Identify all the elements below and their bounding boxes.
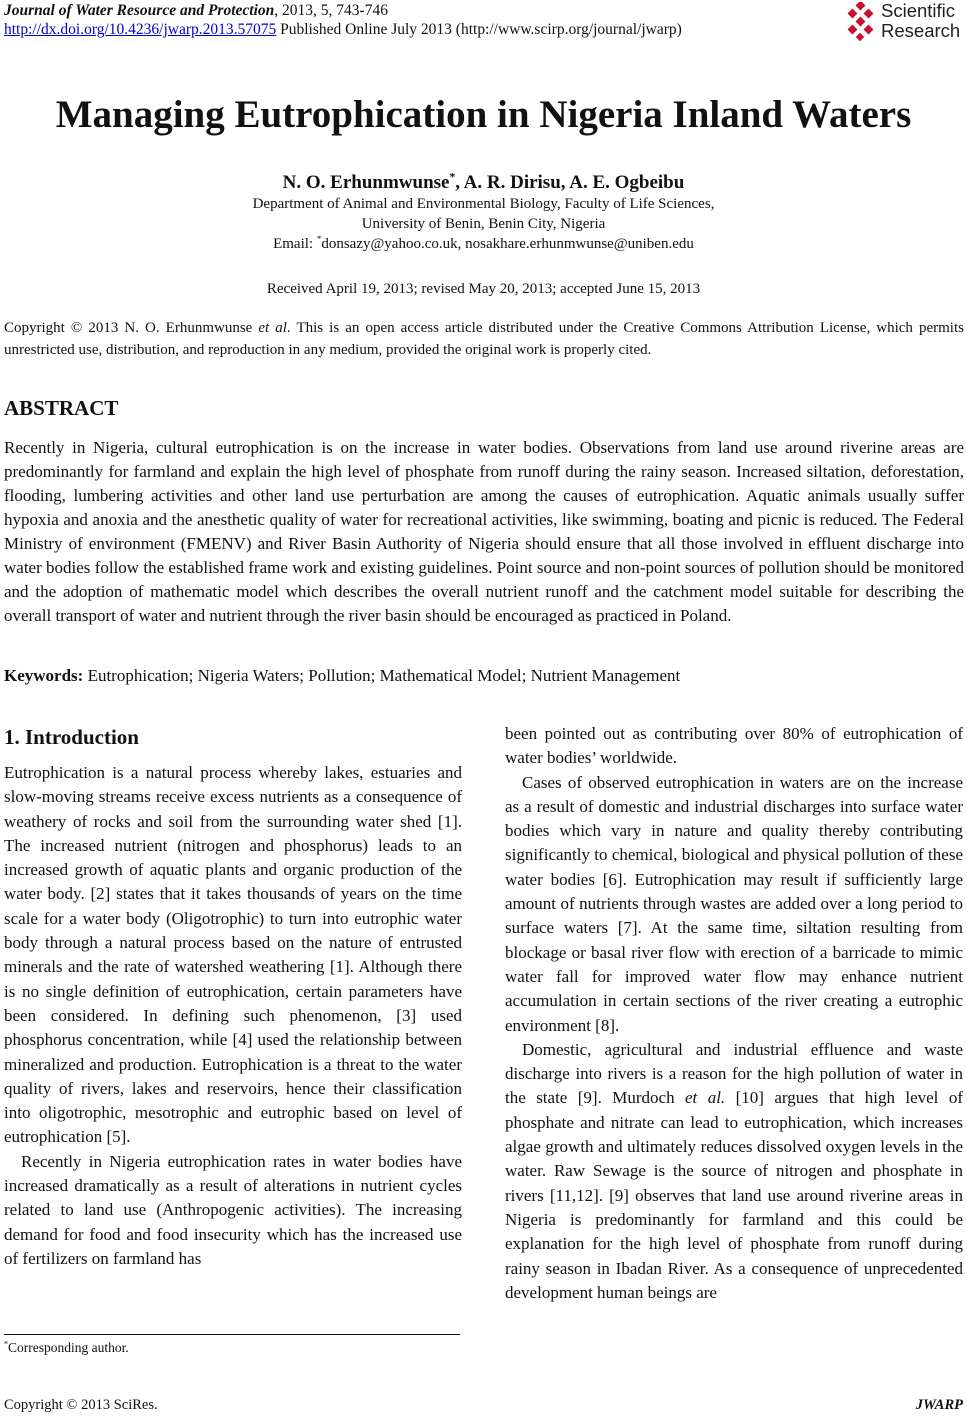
footnote: *Corresponding author. <box>4 1339 129 1355</box>
published-online: Published Online July 2013 (http://www.scirp.org/journal/jwarp) <box>280 21 682 38</box>
paragraph: Eutrophication is a natural process whereby lakes, estuaries and slow-moving streams receive excess nutrients as a consequence of weathery of rocks and soil from the surrounding water shed [1]. The increased nutrient (nitrogen and phosphorus) leads to an increased growth of aquatic plants and organic production of the water body. [2] states that it takes thousands of years on the time scale for a water body (Oligotrophic) to turn into eutrophic water body through a natural process based on the nature of entrusted minerals and the rate of watershed weathering [1]. Although there is no single definition of eutrophication, certain parameters have been considered. In defining such phenomenon, [3] used phosphorus concentration, while [4] used the relationship between mineralized and production. Eutrophication is a threat to the water quality of rivers, lakes and reservoirs, hence their classification into oligotrophic, mesotrophic and eutrophic based on level of eutrophication [5]. <box>4 763 462 1147</box>
affiliation-line1: Department of Animal and Environmental Biology, Faculty of Life Sciences, <box>252 196 715 212</box>
section-heading-introduction: 1. Introduction <box>4 725 139 749</box>
abstract-heading: ABSTRACT <box>4 396 119 420</box>
abstract-text: Recently in Nigeria, cultural eutrophication is on the increase in water bodies. Observations from land use around riverine areas are predominantly for farmland and explain the high level of phosphate from runoff during the rainy season. Increased siltation, deforestation, flooding, lumbering activities and other land use perturbation are among the causes of eutrophication. Aquatic animals usually suffer hypoxia and anoxia and the anesthetic quality of water for recreational activities, like swimming, boating and picnic is reduced. The Federal Ministry of environment (FMENV) and River Basin Authority of Nigeria should ensure that all those involved in effluent discharge into water bodies follow the established frame work and existing guidelines. Point source and non-point sources of pollution should be monitored and the adoption of mathematic model which describes the overall nutrient runoff and the catchment model suitable for describing the overall transport of water and nutrient through the river basin should be encouraged as practiced in Poland. <box>4 438 964 625</box>
journal-volume: , 2013, 5, 743-746 <box>274 2 388 19</box>
logo-mark-icon <box>845 2 879 42</box>
received-dates: Received April 19, 2013; revised May 20, 2013; accepted June 15, 2013 <box>266 281 701 297</box>
footnote-divider <box>4 1334 460 1335</box>
footer-journal-abbrev: JWARP <box>915 1397 963 1413</box>
journal-name: Journal of Water Resource and Protection <box>4 2 275 19</box>
doi-link[interactable]: http://dx.doi.org/10.4236/jwarp.2013.57075 <box>4 21 277 38</box>
journal-citation <box>4 2 388 20</box>
copyright-notice: Copyright © 2013 N. O. Erhunmwunse et al. This is an open access article distributed under the Creative Commons Attribution License, which permits unrestricted use, distribution, and reproduction in any medium, provided the original work is properly cited. <box>4 320 964 358</box>
paragraph: Cases of observed eutrophication in waters are on the increase as a result of domestic and industrial discharges into surface water bodies which vary in nature and quality thereby contributing significantly to chemical, biological and physical pollution of these water bodies [6]. Eutrophication may result if sufficiently large amount of nutrients through wastes are added over a long period to surface waters [7]. At the same time, siltation resulting from blockage or basal river flow with erection of a barricade to mimic water fall for improved water flow may enhance nutrient accumulation in certain sections of the river creating a eutrophic environment [8]. <box>505 772 963 1035</box>
paper-title: Managing Eutrophication in Nigeria Inland Waters <box>55 93 912 136</box>
footer-copyright: Copyright © 2013 SciRes. <box>4 1397 158 1413</box>
left-column <box>4 761 462 1271</box>
affiliation-line2: University of Benin, Benin City, Nigeria <box>361 216 606 232</box>
journal-doi-line <box>4 21 682 39</box>
paragraph: been pointed out as contributing over 80% of eutrophication of water bodies’ worldwide. <box>505 724 963 768</box>
right-column <box>505 722 963 1305</box>
keywords: Keywords: Eutrophication; Nigeria Waters; Pollution; Mathematical Model; Nutrient Management <box>4 666 681 685</box>
authors: N. O. Erhunmwunse*, A. R. Dirisu, A. E. Ogbeibu <box>282 171 685 193</box>
paragraph: Domestic, agricultural and industrial effluence and waste discharge into rivers is a reason for the high pollution of water in the state [9]. Murdoch et al. [10] argues that high level of phosphate and nitrate can lead to eutrophication, which increases algae growth and ultimately reduces dissolved oxygen levels in the water. Raw Sewage is the source of nitrogen and phosphate in rivers [11,12]. [9] observes that land use around riverine areas in Nigeria is predominantly for farmland and this could be explanation for the high level of phosphate from runoff during rainy season in Ibadan River. As a consequence of unprecedented development human beings are <box>505 1039 963 1302</box>
logo-text: Scientific Research <box>881 0 961 41</box>
email: Email: *donsazy@yahoo.co.uk, nosakhare.erhunmwunse@uniben.edu <box>273 234 694 252</box>
paragraph: Recently in Nigeria eutrophication rates in water bodies have increased dramatically as a result of alterations in nutrient cycles related to land use (Anthropogenic activities). The increasing demand for food and food insecurity which has the increased use of fertilizers on farmland has <box>4 1151 462 1268</box>
scientific-research-logo <box>845 0 965 44</box>
